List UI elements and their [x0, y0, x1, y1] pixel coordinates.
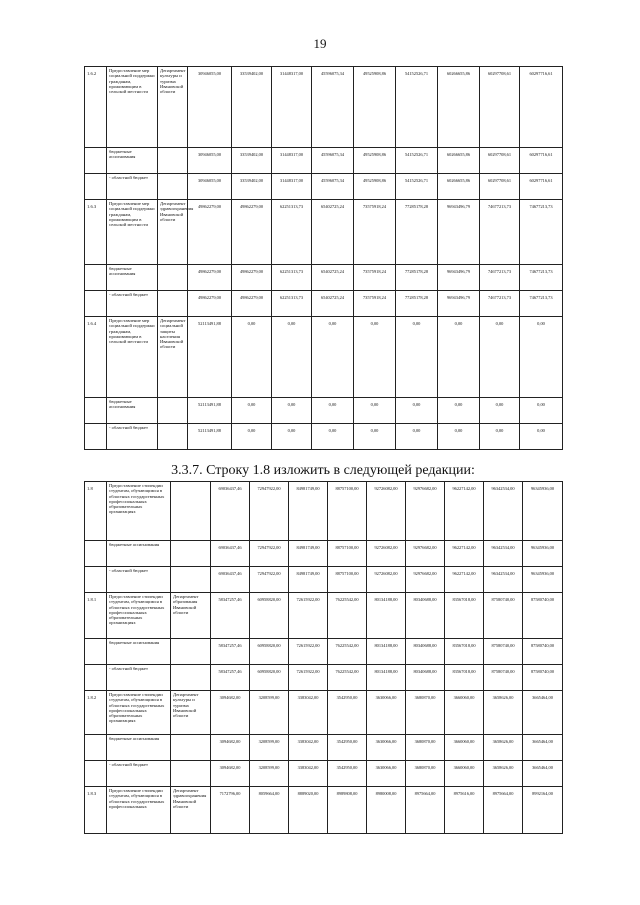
row-value: 0,00	[520, 398, 563, 424]
row-value: 96342534,00	[484, 567, 523, 593]
row-value: 80340688,00	[406, 639, 445, 665]
row-name: Предоставление мер социальной поддержки гражданам, проживающим в сельской местности	[107, 200, 158, 265]
row-value: 96943496,79	[438, 200, 480, 265]
row-value: 92726082,00	[367, 541, 406, 567]
row-value: 49862279,00	[188, 291, 232, 317]
row-organization	[171, 541, 211, 567]
row-value: 3208599,00	[250, 761, 289, 787]
row-value: 88757100,00	[328, 567, 367, 593]
row-code	[85, 424, 107, 450]
row-value: 31448317,00	[272, 174, 312, 200]
row-value: 0,00	[438, 398, 480, 424]
row-value: 69036437,46	[211, 541, 250, 567]
row-value: 0,00	[354, 317, 396, 398]
row-name: Предоставление стипендии студентам, обучающимся в областных государственных профессиональных образовательных организациях	[107, 691, 171, 735]
table-row	[85, 691, 563, 735]
row-value: 74677213,73	[520, 291, 563, 317]
row-value: 96342534,00	[484, 541, 523, 567]
row-value: 49862279,00	[232, 291, 272, 317]
row-value: 3658626,00	[484, 735, 523, 761]
row-code	[85, 665, 107, 691]
row-value: 49525908,86	[354, 67, 396, 148]
row-value: 52113491,88	[188, 424, 232, 450]
row-value: 33539402,00	[232, 148, 272, 174]
row-name: - областной бюджет	[107, 761, 171, 787]
row-name: Предоставление стипендии студентам, обучающимся в областных государственных профессиональных	[107, 787, 171, 834]
row-value: 88757100,00	[328, 482, 367, 541]
row-value: 3094682,00	[211, 691, 250, 735]
row-value: 3658626,00	[484, 761, 523, 787]
row-value: 3383042,00	[289, 691, 328, 735]
row-organization	[158, 265, 188, 291]
row-value: 31448317,00	[272, 148, 312, 174]
row-code: 1.8.2	[85, 691, 107, 735]
row-value: 72947922,00	[250, 482, 289, 541]
table-row	[85, 639, 563, 665]
row-value: 80340688,00	[406, 665, 445, 691]
row-value: 77285178,28	[396, 200, 438, 265]
row-value: 3665464,00	[523, 761, 563, 787]
row-value: 92976682,00	[406, 541, 445, 567]
row-value: 0,00	[354, 398, 396, 424]
row-name: бюджетные ассигнования	[107, 735, 171, 761]
row-code	[85, 761, 107, 787]
row-value: 33539402,00	[232, 174, 272, 200]
row-value: 49862279,00	[232, 200, 272, 265]
row-value: 0,00	[312, 317, 354, 398]
row-code	[85, 735, 107, 761]
row-value: 0,00	[312, 424, 354, 450]
row-code	[85, 541, 107, 567]
row-value: 58347257,46	[211, 593, 250, 639]
row-name: бюджетные ассигнования	[107, 541, 171, 567]
row-value: 0,00	[396, 317, 438, 398]
row-value: 3208599,00	[250, 735, 289, 761]
row-value: 0,00	[232, 424, 272, 450]
row-value: 8889020,00	[289, 787, 328, 834]
row-value: 8992164,00	[523, 787, 563, 834]
row-value: 87580740,00	[523, 665, 563, 691]
row-value: 72615922,00	[289, 593, 328, 639]
row-value: 0,00	[438, 424, 480, 450]
row-code	[85, 291, 107, 317]
row-value: 65402725,24	[312, 265, 354, 291]
row-value: 96227142,00	[445, 482, 484, 541]
row-value: 30946055,00	[188, 148, 232, 174]
row-value: 54152526,71	[396, 174, 438, 200]
row-value: 73575918,24	[354, 291, 396, 317]
row-value: 0,00	[272, 398, 312, 424]
table-row	[85, 148, 563, 174]
row-value: 0,00	[354, 424, 396, 450]
table-row	[85, 593, 563, 639]
row-value: 92976682,00	[406, 482, 445, 541]
row-value: 3660060,00	[445, 761, 484, 787]
row-organization: Департамент здравоохранения Ивановской области	[158, 200, 188, 265]
row-value: 3542950,00	[328, 691, 367, 735]
row-code: 1.8.1	[85, 593, 107, 639]
row-value: 84981749,00	[289, 567, 328, 593]
row-value: 49862279,00	[232, 265, 272, 291]
table-row	[85, 482, 563, 541]
row-code	[85, 567, 107, 593]
row-value: 76225542,00	[328, 665, 367, 691]
row-code	[85, 398, 107, 424]
table-row	[85, 291, 563, 317]
amendment-heading: 3.3.7. Строку 1.8 изложить в следующей редакции:	[171, 463, 475, 478]
row-value: 0,00	[438, 317, 480, 398]
row-value: 60297716,61	[520, 67, 563, 148]
row-code: 1.6.3	[85, 200, 107, 265]
row-value: 83567018,00	[445, 593, 484, 639]
row-code	[85, 265, 107, 291]
row-value: 0,00	[480, 398, 520, 424]
row-value: 96943496,79	[438, 291, 480, 317]
row-value: 58347257,46	[211, 665, 250, 691]
row-value: 92726082,00	[367, 567, 406, 593]
row-value: 8975664,00	[406, 787, 445, 834]
row-code: 1.6.2	[85, 67, 107, 148]
row-value: 45596075,34	[312, 67, 354, 148]
row-value: 0,00	[396, 424, 438, 450]
table-row	[85, 174, 563, 200]
row-value: 62251313,73	[272, 200, 312, 265]
row-value: 3660060,00	[445, 735, 484, 761]
row-name: Предоставление мер социальной поддержки гражданам, проживающим в сельской местности	[107, 317, 158, 398]
row-value: 62251313,73	[272, 265, 312, 291]
row-value: 72947922,00	[250, 567, 289, 593]
row-value: 3660060,00	[445, 691, 484, 735]
table-row	[85, 398, 563, 424]
row-organization: Департамент культуры и туризма Ивановской области	[171, 691, 211, 735]
row-value: 3630066,00	[367, 735, 406, 761]
row-value: 73575918,24	[354, 265, 396, 291]
row-name: - областной бюджет	[107, 567, 171, 593]
row-name: бюджетные ассигнования	[107, 398, 158, 424]
row-value: 96345936,00	[523, 482, 563, 541]
row-value: 3680870,00	[406, 691, 445, 735]
row-value: 96342534,00	[484, 482, 523, 541]
row-value: 76225542,00	[328, 593, 367, 639]
row-value: 8975616,00	[445, 787, 484, 834]
row-value: 60958820,00	[250, 665, 289, 691]
row-name: Предоставление стипендии студентам, обучающимся в областных государственных профессиональных образовательных организациях	[107, 482, 171, 541]
row-value: 8975664,00	[484, 787, 523, 834]
row-value: 96227142,00	[445, 541, 484, 567]
row-value: 80340688,00	[406, 593, 445, 639]
row-value: 0,00	[520, 317, 563, 398]
row-value: 96227142,00	[445, 567, 484, 593]
row-name: бюджетные ассигнования	[107, 639, 171, 665]
row-value: 0,00	[520, 424, 563, 450]
row-value: 96345936,00	[523, 567, 563, 593]
row-value: 84981749,00	[289, 541, 328, 567]
row-value: 60266655,86	[438, 67, 480, 148]
table-row	[85, 787, 563, 834]
row-value: 74677213,73	[480, 200, 520, 265]
row-value: 8980008,00	[367, 787, 406, 834]
row-value: 33539402,00	[232, 67, 272, 148]
row-name: - областной бюджет	[107, 174, 158, 200]
row-value: 7172796,00	[211, 787, 250, 834]
row-organization	[171, 482, 211, 541]
row-organization	[158, 398, 188, 424]
row-value: 80134188,00	[367, 665, 406, 691]
row-organization	[158, 424, 188, 450]
row-value: 0,00	[480, 317, 520, 398]
row-code	[85, 174, 107, 200]
row-value: 3630066,00	[367, 691, 406, 735]
row-value: 0,00	[232, 398, 272, 424]
row-value: 92976682,00	[406, 567, 445, 593]
table-row	[85, 567, 563, 593]
table-row	[85, 265, 563, 291]
row-value: 65402725,24	[312, 200, 354, 265]
row-value: 30946055,00	[188, 67, 232, 148]
row-value: 45596075,34	[312, 174, 354, 200]
row-value: 60297708,61	[480, 148, 520, 174]
row-value: 30946055,00	[188, 174, 232, 200]
row-value: 72947922,00	[250, 541, 289, 567]
row-name: бюджетные ассигнования	[107, 265, 158, 291]
row-value: 3658626,00	[484, 691, 523, 735]
row-value: 0,00	[312, 398, 354, 424]
row-value: 52113491,88	[188, 317, 232, 398]
row-value: 72615922,00	[289, 639, 328, 665]
row-value: 88757100,00	[328, 541, 367, 567]
row-value: 80134188,00	[367, 639, 406, 665]
row-code: 1.8.3	[85, 787, 107, 834]
row-value: 8989808,00	[328, 787, 367, 834]
row-value: 3680870,00	[406, 761, 445, 787]
row-name: Предоставление стипендии студентам, обучающимся в областных государственных профессиональных образовательных организациях	[107, 593, 171, 639]
row-value: 3665464,00	[523, 735, 563, 761]
row-value: 3383042,00	[289, 735, 328, 761]
table-row	[85, 735, 563, 761]
row-code: 1.8	[85, 482, 107, 541]
row-organization	[171, 639, 211, 665]
row-value: 60266655,86	[438, 174, 480, 200]
row-value: 3383042,00	[289, 761, 328, 787]
row-value: 69036437,46	[211, 567, 250, 593]
row-value: 60297708,61	[480, 67, 520, 148]
table-row	[85, 424, 563, 450]
table-row	[85, 317, 563, 398]
row-value: 3094682,00	[211, 761, 250, 787]
row-name: бюджетные ассигнования	[107, 148, 158, 174]
row-value: 74677213,73	[480, 291, 520, 317]
row-value: 49525908,86	[354, 174, 396, 200]
row-value: 83567018,00	[445, 665, 484, 691]
row-value: 96345936,00	[523, 541, 563, 567]
row-value: 60958820,00	[250, 593, 289, 639]
table-row	[85, 665, 563, 691]
row-value: 0,00	[480, 424, 520, 450]
row-value: 87580740,00	[523, 639, 563, 665]
row-value: 3630066,00	[367, 761, 406, 787]
row-organization	[171, 665, 211, 691]
row-value: 0,00	[272, 317, 312, 398]
row-value: 77285178,28	[396, 291, 438, 317]
budget-table-bottom	[84, 481, 563, 834]
budget-table-top	[84, 66, 563, 450]
row-value: 87580740,00	[523, 593, 563, 639]
row-organization: Департамент культуры и туризма Ивановской области	[158, 67, 188, 148]
row-value: 49862279,00	[188, 200, 232, 265]
row-value: 84981749,00	[289, 482, 328, 541]
table-row	[85, 200, 563, 265]
row-value: 74677213,73	[520, 265, 563, 291]
row-value: 54152526,71	[396, 67, 438, 148]
row-value: 72615922,00	[289, 665, 328, 691]
row-name: - областной бюджет	[107, 291, 158, 317]
row-value: 87580740,00	[484, 639, 523, 665]
row-organization	[158, 174, 188, 200]
row-value: 0,00	[272, 424, 312, 450]
row-name: Предоставление мер социальной поддержки гражданам, проживающим в сельской местности	[107, 67, 158, 148]
row-value: 60297716,61	[520, 148, 563, 174]
row-value: 3665464,00	[523, 691, 563, 735]
row-code	[85, 148, 107, 174]
row-value: 3094682,00	[211, 735, 250, 761]
row-organization	[158, 148, 188, 174]
row-value: 83567018,00	[445, 639, 484, 665]
row-value: 80134188,00	[367, 593, 406, 639]
table-row	[85, 541, 563, 567]
row-code	[85, 639, 107, 665]
row-value: 74677213,73	[520, 200, 563, 265]
row-value: 87580740,00	[484, 593, 523, 639]
row-organization	[171, 761, 211, 787]
row-value: 87580740,00	[484, 665, 523, 691]
row-name: - областной бюджет	[107, 424, 158, 450]
row-code: 1.6.4	[85, 317, 107, 398]
row-organization: Департамент социальной защиты населения Ивановской области	[158, 317, 188, 398]
row-value: 96943496,79	[438, 265, 480, 291]
row-value: 0,00	[232, 317, 272, 398]
row-value: 60266655,86	[438, 148, 480, 174]
table-row	[85, 761, 563, 787]
row-value: 45596075,34	[312, 148, 354, 174]
row-value: 3542950,00	[328, 735, 367, 761]
row-value: 58347257,46	[211, 639, 250, 665]
row-value: 73575918,24	[354, 200, 396, 265]
row-value: 60958820,00	[250, 639, 289, 665]
row-value: 76225542,00	[328, 639, 367, 665]
row-value: 54152526,71	[396, 148, 438, 174]
row-value: 3680870,00	[406, 735, 445, 761]
row-value: 49862279,00	[188, 265, 232, 291]
row-value: 3542950,00	[328, 761, 367, 787]
row-value: 62251313,73	[272, 291, 312, 317]
page-number: 19	[313, 36, 327, 51]
row-organization	[171, 735, 211, 761]
row-organization: Департамент образования Ивановской области	[171, 593, 211, 639]
row-value: 60297716,61	[520, 174, 563, 200]
row-organization: Департамент здравоохранения Ивановской области	[171, 787, 211, 834]
row-value: 69036437,46	[211, 482, 250, 541]
row-value: 31448317,00	[272, 67, 312, 148]
row-value: 65402725,24	[312, 291, 354, 317]
row-value: 49525908,86	[354, 148, 396, 174]
row-organization	[158, 291, 188, 317]
row-name: - областной бюджет	[107, 665, 171, 691]
row-value: 8059664,00	[250, 787, 289, 834]
row-value: 92726082,00	[367, 482, 406, 541]
row-value: 60297708,61	[480, 174, 520, 200]
row-value: 74677213,73	[480, 265, 520, 291]
row-value: 0,00	[396, 398, 438, 424]
row-value: 52113491,88	[188, 398, 232, 424]
row-value: 77285178,28	[396, 265, 438, 291]
table-row	[85, 67, 563, 148]
row-organization	[171, 567, 211, 593]
row-value: 3208599,00	[250, 691, 289, 735]
